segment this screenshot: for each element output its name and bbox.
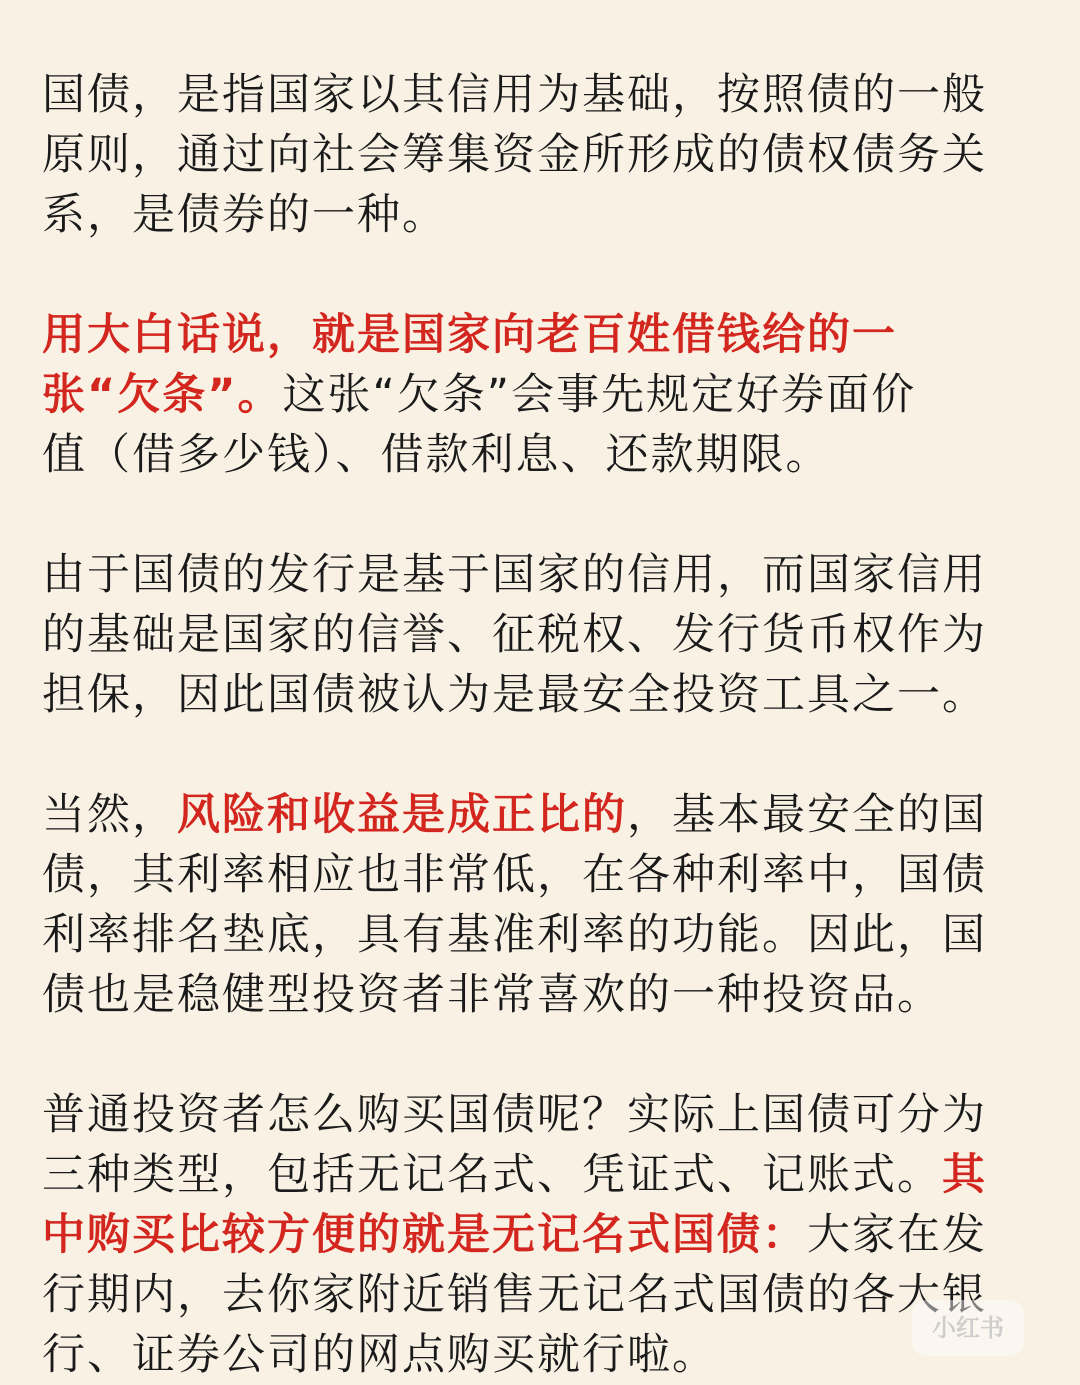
highlighted-text: 其 bbox=[942, 1150, 987, 1200]
text-line bbox=[42, 605, 987, 665]
text-segment: 这张“欠条”会事先规定好券面价 bbox=[282, 370, 917, 420]
text-segment: 系，是债券的一种。 bbox=[42, 190, 447, 240]
text-line bbox=[42, 965, 942, 1025]
text-line bbox=[42, 845, 987, 905]
text-segment: 值（借多少钱）、借款利息、还款期限。 bbox=[42, 430, 831, 480]
text-line bbox=[42, 1205, 987, 1265]
text-line bbox=[42, 1325, 717, 1385]
text-segment: 利率排名垫底，具有基准利率的功能。因此，国 bbox=[42, 910, 987, 960]
text-line bbox=[42, 1265, 987, 1325]
highlighted-text: 中购买比较方便的就是无记名式国债： bbox=[42, 1210, 807, 1260]
text-segment: 国债，是指国家以其信用为基础，按照债的一般 bbox=[42, 70, 987, 120]
text-segment: 债，其利率相应也非常低，在各种利率中，国债 bbox=[42, 850, 987, 900]
text-segment: 行期内，去你家附近销售无记名式国债的各大银 bbox=[42, 1270, 987, 1320]
text-segment: 的基础是国家的信誉、征税权、发行货币权作为 bbox=[42, 610, 987, 660]
text-line bbox=[42, 365, 916, 425]
text-line bbox=[42, 305, 897, 365]
text-line bbox=[42, 425, 831, 485]
text-segment: 由于国债的发行是基于国家的信用，而国家信用 bbox=[42, 550, 987, 600]
highlighted-text: 张“欠条”。 bbox=[42, 370, 283, 420]
text-segment: ，基本最安全的国 bbox=[627, 790, 987, 840]
highlighted-text: 用大白话说，就是国家向老百姓借钱给的一 bbox=[42, 310, 897, 360]
text-line bbox=[42, 545, 987, 605]
text-line bbox=[42, 1145, 987, 1205]
text-segment: 原则，通过向社会筹集资金所形成的债权债务关 bbox=[42, 130, 987, 180]
highlighted-text: 风险和收益是成正比的 bbox=[177, 790, 627, 840]
text-segment: 大家在发 bbox=[807, 1210, 987, 1260]
text-line bbox=[42, 905, 987, 965]
text-line bbox=[42, 785, 987, 845]
text-segment: 行、证券公司的网点购买就行啦。 bbox=[42, 1330, 717, 1380]
text-line bbox=[42, 125, 987, 185]
text-line bbox=[42, 65, 987, 125]
text-segment: 当然， bbox=[42, 790, 177, 840]
text-segment: 普通投资者怎么购买国债呢？实际上国债可分为 bbox=[42, 1090, 987, 1140]
text-segment: 债也是稳健型投资者非常喜欢的一种投资品。 bbox=[42, 970, 942, 1020]
text-line bbox=[42, 185, 447, 245]
watermark-logo: 小红书 bbox=[912, 1300, 1024, 1356]
text-line bbox=[42, 1085, 987, 1145]
text-segment: 三种类型，包括无记名式、凭证式、记账式。 bbox=[42, 1150, 942, 1200]
text-line bbox=[42, 665, 987, 725]
text-segment: 担保，因此国债被认为是最安全投资工具之一。 bbox=[42, 670, 987, 720]
